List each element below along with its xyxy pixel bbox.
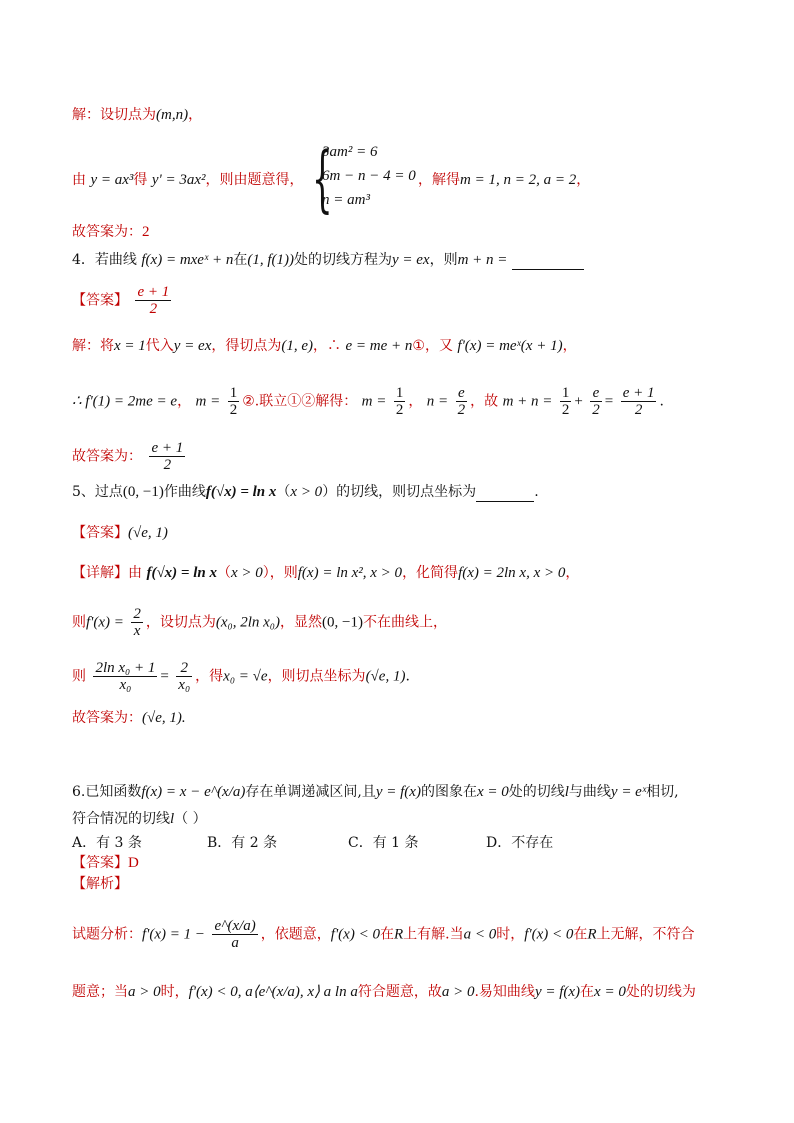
- denominator: 2: [592, 402, 600, 418]
- numerator: 2ln x₀ + 1: [95, 660, 156, 676]
- math: (0, −1): [322, 614, 363, 631]
- math: x = 1: [114, 338, 146, 354]
- text: ，: [576, 172, 591, 188]
- math: y' = 3ax²: [151, 172, 206, 188]
- question-5: [72, 482, 539, 502]
- text: 则: [72, 614, 86, 631]
- text: .: [405, 668, 410, 685]
- fraction: [176, 660, 192, 693]
- denominator: 2: [621, 401, 657, 418]
- solution-line-2b: [418, 170, 590, 190]
- text: 故答案为：: [72, 710, 142, 726]
- option-d: D．不存在: [486, 835, 554, 851]
- text: 在: [379, 926, 394, 943]
- circled-1: ①: [412, 338, 425, 354]
- math: x = 0: [476, 784, 509, 800]
- option-a: A．有 3 条: [72, 835, 142, 851]
- system-row: 3am² = 6: [322, 144, 378, 160]
- text: 在: [573, 926, 588, 943]
- text: 故答案为：: [72, 448, 142, 465]
- math: e = me + n: [345, 338, 413, 354]
- fraction: [456, 385, 468, 418]
- denominator: 2: [395, 402, 404, 418]
- option-c: C．有 1 条: [348, 835, 419, 851]
- math: y = ex: [173, 338, 212, 354]
- text: 解：设切点为: [72, 107, 156, 123]
- math: (m,n): [156, 107, 189, 123]
- answer-value: (√e, 1): [128, 525, 168, 541]
- denominator: x: [131, 622, 143, 639]
- math: a > 0: [128, 984, 161, 1000]
- text: 解：将: [72, 338, 114, 354]
- numerator: e + 1: [137, 284, 170, 300]
- numerator: 2: [180, 660, 188, 676]
- math: (√e, 1).: [142, 710, 186, 726]
- text: 作曲线: [163, 484, 206, 500]
- math: m + n =: [502, 393, 553, 410]
- text: 符合题意，故: [357, 984, 442, 1000]
- text: ），则: [262, 565, 298, 581]
- fraction: [590, 385, 602, 418]
- circled-2: ②: [242, 393, 255, 410]
- math: a > 0: [441, 984, 475, 1000]
- text: ，又: [424, 338, 453, 354]
- numerator: e + 1: [151, 440, 184, 456]
- math: f(x) = 2ln x, x > 0: [458, 565, 566, 581]
- brace: {: [312, 136, 333, 220]
- math: (1, e): [281, 338, 314, 354]
- solution-line-2: [72, 170, 304, 190]
- math: n =: [426, 393, 449, 410]
- text: 时，: [160, 984, 189, 1000]
- numerator: e: [458, 385, 465, 401]
- text: 5、过点: [72, 484, 123, 500]
- fraction: [93, 660, 157, 693]
- answer-value: D: [128, 855, 139, 871]
- math: f'(x) < 0, a⟨e^(x/a), x⟩ a ln a: [188, 984, 358, 1000]
- answer-5: [72, 523, 168, 543]
- fraction: [149, 440, 185, 473]
- text: ，依题意，: [260, 926, 331, 943]
- text: 相切,: [646, 784, 679, 800]
- text: .易知曲线: [474, 984, 535, 1000]
- plus: +: [574, 393, 583, 410]
- text: ，显然: [280, 614, 323, 631]
- solution-4b: [72, 385, 664, 418]
- text: ，得: [195, 668, 224, 685]
- text: ，化简得: [402, 565, 459, 581]
- question-6b: [72, 809, 207, 829]
- text: 处的切线: [508, 784, 565, 800]
- math: f(x) = mxeˣ + n: [141, 252, 234, 268]
- math: m =: [195, 393, 221, 410]
- answer-label: 【答案】: [72, 292, 128, 309]
- text: 处的切线方程为: [293, 252, 392, 268]
- question-6: [72, 782, 679, 802]
- text: 题意；当: [72, 984, 128, 1000]
- denominator: a: [212, 934, 257, 951]
- text: 处的切线为: [625, 984, 696, 1000]
- text: 由: [128, 565, 142, 581]
- math: f'(x) < 0: [330, 926, 380, 943]
- answer-blank: [512, 255, 584, 270]
- text: ，则: [429, 252, 458, 268]
- math: f(x) = ln x², x > 0: [297, 565, 403, 581]
- math: (√e, 1): [365, 668, 406, 685]
- text: 不在曲线上，: [362, 614, 447, 631]
- system-row: 6m − n − 4 = 0: [322, 168, 416, 184]
- text: 上有解.当: [403, 926, 464, 943]
- detail-5a: [72, 563, 579, 583]
- text: .联立: [254, 393, 288, 410]
- text: ，则由题意得，: [205, 172, 304, 188]
- answer-blank: [476, 487, 534, 502]
- answer-label: 【答案】: [72, 855, 128, 871]
- text: 解得：: [315, 393, 358, 410]
- text: 得: [133, 172, 148, 188]
- fraction: [131, 606, 143, 639]
- math: m = 1, n = 2, a = 2: [460, 172, 577, 188]
- answer-label: 【答案】: [72, 525, 128, 541]
- solution-4a: [72, 336, 577, 356]
- math: f(x) = x − e^(x/a): [141, 784, 246, 800]
- math: a < 0: [463, 926, 497, 943]
- text: 则: [72, 668, 86, 685]
- text: 存在单调递减区间,且: [245, 784, 376, 800]
- math: f'(x) =: [86, 614, 124, 631]
- text: 的图象在: [420, 784, 477, 800]
- math: R: [587, 926, 597, 943]
- text: 在: [233, 252, 248, 268]
- math: f(√x) = ln x: [146, 565, 217, 581]
- text: 上无解，不符合: [596, 926, 695, 943]
- text: 6.已知函数: [72, 784, 142, 800]
- numerator: 1: [395, 385, 404, 401]
- text: 试题分析：: [72, 926, 142, 943]
- fraction: [212, 918, 257, 951]
- denominator: 2: [135, 300, 171, 317]
- text: 符合情况的切线: [72, 811, 170, 827]
- math: R: [393, 926, 404, 943]
- text: .: [659, 393, 664, 410]
- math: f'(x) = 1 −: [142, 926, 206, 943]
- text: 在: [580, 984, 595, 1000]
- math: x > 0: [230, 565, 263, 581]
- math: m =: [361, 393, 387, 410]
- equals: =: [604, 393, 614, 410]
- text: 由: [72, 172, 86, 188]
- denominator: 2: [561, 402, 570, 418]
- text: ①②: [287, 393, 316, 410]
- text: ，解得: [418, 172, 460, 188]
- fraction: [135, 284, 171, 317]
- text: ，: [408, 393, 423, 410]
- numerator: 1: [561, 385, 570, 401]
- text: ，: [188, 107, 203, 123]
- text: 代入: [145, 338, 174, 354]
- numerator: e: [592, 385, 600, 401]
- text: ，: [565, 565, 580, 581]
- detail-5c: [72, 660, 410, 693]
- denominator: 2: [149, 456, 185, 473]
- math: (1, f(1)): [247, 252, 294, 268]
- detail-5b: [72, 606, 447, 639]
- text: ，设切点为: [145, 614, 216, 631]
- math: l: [564, 784, 569, 800]
- numerator: e^(x/a): [214, 918, 256, 934]
- answer-6: [72, 853, 139, 873]
- text: （ ）: [174, 811, 207, 827]
- detail-label: 【详解】: [72, 565, 128, 581]
- text: ，故: [470, 393, 499, 410]
- numerator: 1: [229, 385, 238, 401]
- text: .: [534, 484, 539, 500]
- math: m + n =: [457, 252, 508, 268]
- numerator: e + 1: [622, 385, 655, 401]
- equals: =: [160, 668, 169, 685]
- math: y = f(x): [534, 984, 581, 1000]
- text: ，: [562, 338, 577, 354]
- math: y = eˣ: [610, 784, 647, 800]
- denominator: x₀: [178, 677, 191, 693]
- text: ，得切点为: [211, 338, 282, 354]
- option-b: B．有 2 条: [207, 835, 278, 851]
- math: l: [170, 811, 175, 827]
- detail-5d: [72, 708, 186, 728]
- math: y = ax³: [90, 172, 134, 188]
- text: ）的切线，则切点坐标为: [322, 484, 477, 500]
- math: x > 0: [290, 484, 323, 500]
- analysis-6b: [72, 982, 696, 1002]
- solution-line-1: [72, 105, 202, 125]
- denominator: 2: [229, 402, 238, 418]
- text: 时，: [496, 926, 525, 943]
- text: 4．若曲线: [72, 252, 137, 268]
- denominator: 2: [457, 402, 466, 418]
- text: ，则切点坐标为: [267, 668, 366, 685]
- math: y = ex: [391, 252, 430, 268]
- fraction: [560, 385, 572, 418]
- math: x₀ = √e: [223, 668, 268, 685]
- text: ，: [177, 393, 192, 410]
- math: f'(x) < 0: [524, 926, 574, 943]
- math: f'(x) = meˣ(x + 1): [457, 338, 563, 354]
- question-4: [72, 250, 584, 270]
- math: f(√x) = ln x: [205, 484, 277, 500]
- math: (0, −1): [122, 484, 164, 500]
- answer-4: [72, 284, 174, 317]
- answer-line-3: [72, 222, 150, 242]
- fraction: [621, 385, 657, 418]
- analysis-label: 【解析】: [72, 876, 128, 892]
- system-row: n = am³: [322, 192, 370, 208]
- math: x = 0: [594, 984, 626, 1000]
- fraction: [394, 385, 406, 418]
- text: 故答案为：: [72, 224, 142, 240]
- numerator: 2: [133, 606, 141, 622]
- denominator: x₀: [93, 676, 157, 693]
- text: （: [216, 565, 231, 581]
- text: 与曲线: [568, 784, 611, 800]
- text: （: [276, 484, 291, 500]
- math: (x₀, 2ln x₀): [215, 614, 281, 631]
- solution-4c: [72, 440, 188, 473]
- analysis-6a: [72, 918, 695, 951]
- text: ，∴: [313, 338, 342, 354]
- math: ∴ f'(1) = 2me = e: [72, 393, 178, 410]
- answer-value: 2: [142, 224, 150, 240]
- math: y = f(x): [375, 784, 421, 800]
- fraction: [228, 385, 240, 418]
- analysis-label-6: [72, 874, 128, 894]
